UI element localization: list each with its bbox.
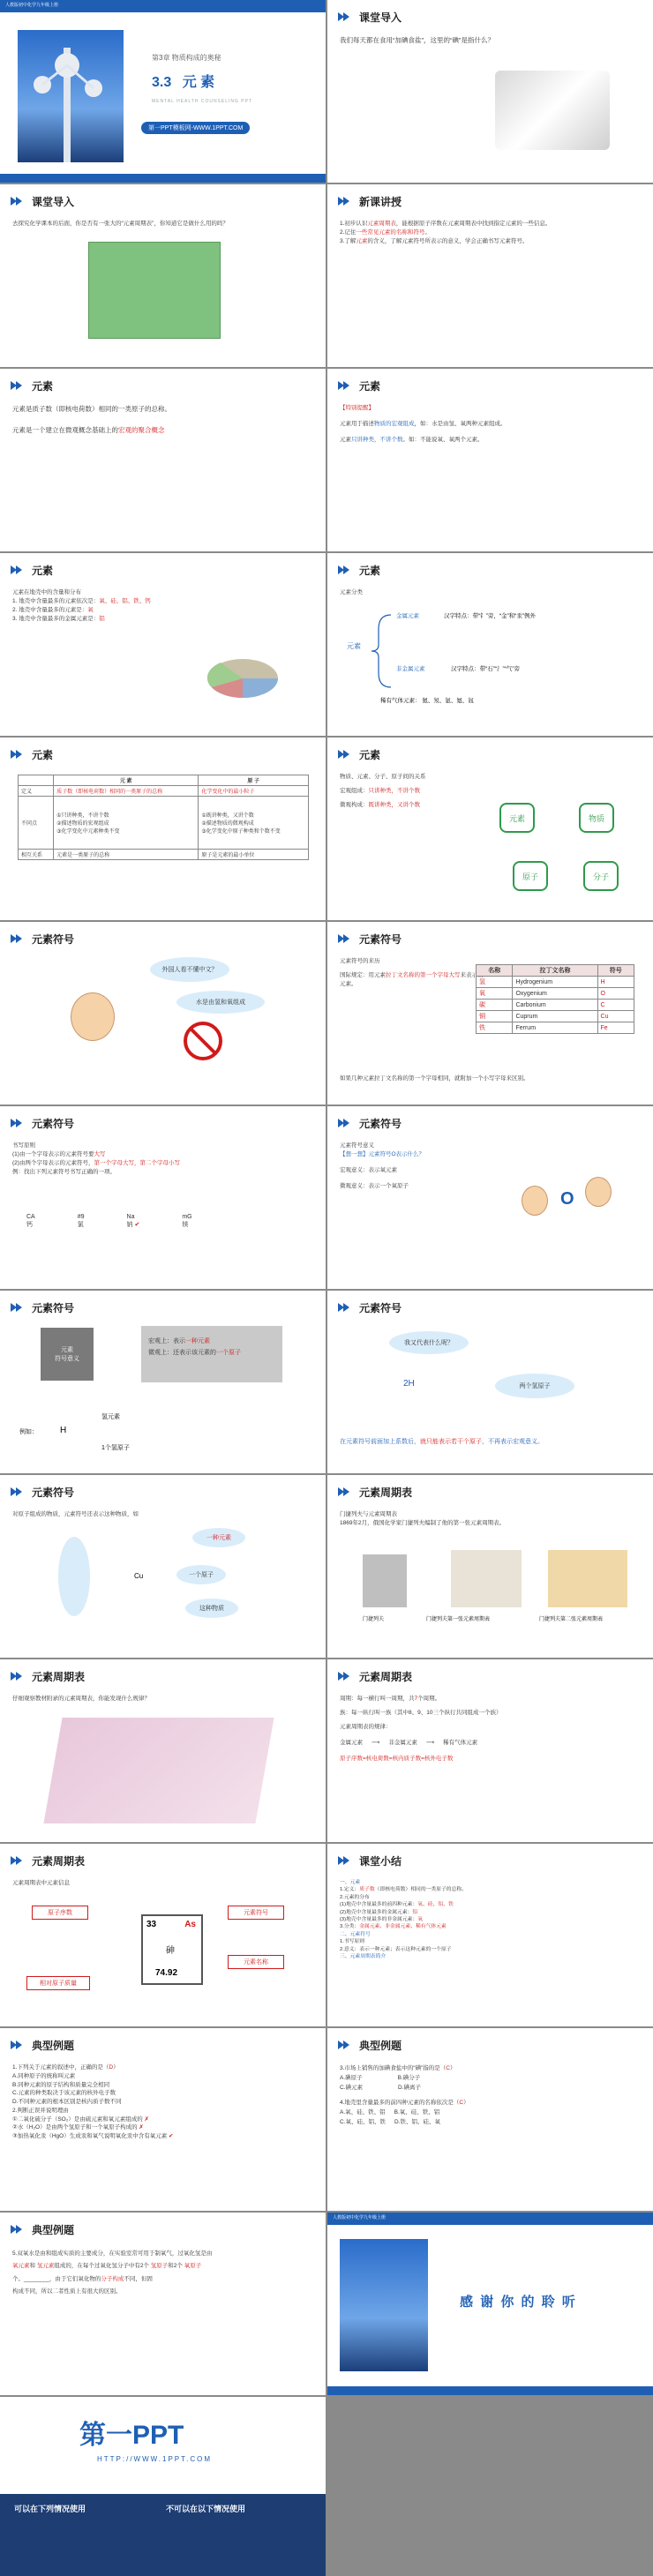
cloud-one-element: 一种元素 xyxy=(192,1528,245,1547)
slide-title: 元素符号 xyxy=(359,1117,402,1130)
slide-title: 元素周期表 xyxy=(32,1670,86,1683)
chevron-icon xyxy=(11,1485,26,1499)
brace-icon xyxy=(368,611,394,691)
chevron-icon xyxy=(338,1116,354,1130)
slide-element-def[interactable] xyxy=(0,369,326,551)
slide-title: 元素符号 xyxy=(32,1486,75,1499)
can-use-heading: 可以在下列情况使用 xyxy=(14,2505,86,2513)
symbol-meaning-text: 元素符号意义 【想一想】元素符号O表示什么？ 宏观意义：表示氧元素 微观意义：表示一个氧原子 xyxy=(340,1142,425,1190)
slide-title: 元素 xyxy=(32,748,54,761)
slide-symbol-meaning-diagram[interactable] xyxy=(0,1291,326,1473)
slide-header xyxy=(327,2035,402,2055)
slide-header xyxy=(327,1851,402,1870)
arrow-icon: ⟶ xyxy=(425,1740,435,1747)
cover-title-line xyxy=(152,71,214,91)
slide-symbol-intro[interactable] xyxy=(0,922,326,1105)
metal-note: 汉字特点：带“钅”旁，“金”和“汞”例外 xyxy=(444,613,536,619)
slide-header xyxy=(327,376,380,395)
slide-title: 元素周期表 xyxy=(359,1670,413,1683)
confused-person-image xyxy=(71,992,115,1041)
rule-flow: 金属元素 ⟶ 非金属元素 ⟶ 稀有气体元素 xyxy=(340,1739,644,1748)
chevron-icon xyxy=(11,563,26,577)
slide-text: 我们每天都在食用“加碘食盐”，这里的“碘”是指什么？ xyxy=(340,36,494,44)
slide-header xyxy=(327,191,402,211)
writing-rules-text: 书写原则 (1)由一个字母表示的元素符号要大写 (2)由两个字母表示的元素符号，第一个字母大写，第二个字母小写 例：找出下列元素符号书写正确的一项。 xyxy=(12,1142,180,1176)
slide-element-info[interactable] xyxy=(0,1844,326,2026)
chevron-icon xyxy=(11,1300,26,1314)
caption-2: 门捷列夫第一张元素周期表 xyxy=(426,1617,491,1622)
student-left-image xyxy=(522,1186,548,1216)
slide-title: 课堂导入 xyxy=(359,11,402,24)
slide-title: 元素 xyxy=(359,379,381,393)
node-element: 元素 xyxy=(499,803,535,833)
symbol-options xyxy=(26,1214,192,1229)
nonmetal-note: 汉字特点：带“石”“氵”“气”旁 xyxy=(451,666,520,672)
cross-icon: ✗ xyxy=(137,2124,144,2131)
compare-table: 元 素 原 子 定义 质子数（即核电荷数）相同的一类原子的总称 化学变化中的最小粒子 不同点 ①只讲种类，不讲个数 ②描述物质的宏观组成 ③化学变化中元素种类不变 ①既讲种类，又讲个数 ②描述物质的微观构成 ③化学变化中原子种类和个数不变 相互关系 元素是一类原子的总称 原子是元素的最小单位 xyxy=(18,775,309,860)
slide-atomic-substance[interactable] xyxy=(0,1475,326,1658)
label-atomic-number: 原子序数 xyxy=(32,1906,88,1920)
symbol-o: O xyxy=(560,1189,574,1209)
cover-badge[interactable] xyxy=(141,118,250,134)
pie-chart-image xyxy=(203,650,282,703)
slide-summary[interactable] xyxy=(327,1844,653,2026)
label-element-name: 元素名称 xyxy=(228,1955,284,1969)
example-3-text: 5.双氧水是由和组成实质的主要成分，在实验室常可用于制氧气，过氧化氢是由 氧元素和 氢元素组成的，在每个过氧化氢分子中有2个 氢原子和2个 氧原子 个。________，由于它们氧化物的分子构成不同，但固 构成不同，所以二者性质上有很大的区别。 xyxy=(12,2250,213,2295)
slide-title: 元素符号 xyxy=(32,1301,75,1314)
option-cl[interactable]: #9 氯 xyxy=(77,1214,85,1228)
example-meaning-1: 氢元素 xyxy=(101,1414,120,1420)
chevron-icon xyxy=(338,1669,354,1683)
cover-number: 3.3 xyxy=(152,75,172,90)
chevron-icon xyxy=(11,2038,26,2052)
objective-3: 3.了解元素的含义，了解元素符号所表示的意义，学会正确书写元素符号。 xyxy=(340,238,529,245)
meaning-box: 元素 符号意义 xyxy=(41,1328,94,1381)
caption-3: 门捷列夫第二张元素周期表 xyxy=(539,1617,604,1622)
example-1-text: 1.下列关于元素的叙述中，正确的是（D） A.同种原子的统称叫元素 B.同种元素的原子结构和质量完全相同 C.元素的种类取决于该元素的核外电子数 D.不同种元素的根本区别是核内质子数不同 2.判断正误并说明理由 ①二氧化硫分子（SO₂）是由硫元素和氧元素组成的 ✗ ②水（H₂O）是由两个氢原子和一个氧原子构成的 ✗ ③加热氧化汞（HgO）生成汞和氧气说明氧化汞中含有氧元素 ✔ xyxy=(12,2064,174,2139)
option-ca[interactable]: CA 钙 xyxy=(26,1214,35,1228)
slide-title: 元素 xyxy=(359,564,381,577)
student-right-image xyxy=(585,1177,612,1207)
arrow-icon: ⟶ xyxy=(372,1740,380,1747)
slide-element-distribution[interactable] xyxy=(0,553,326,736)
check-icon: ✔ xyxy=(167,2133,174,2139)
slide-header xyxy=(327,1113,402,1133)
chevron-icon xyxy=(11,2222,26,2236)
cloud-one-atom: 一个原子 xyxy=(176,1565,226,1584)
slide-element-vs-atom[interactable] xyxy=(0,738,326,920)
classification-head: 元素分类 xyxy=(340,589,363,595)
slide-title: 元素周期表 xyxy=(359,1486,413,1499)
chevron-icon xyxy=(11,194,26,208)
chevron-icon xyxy=(338,1485,354,1499)
option-na[interactable]: Na 钠 ✔ xyxy=(126,1214,140,1228)
slide-header xyxy=(327,929,402,948)
bubble-foreigner: 外国人看不懂中文？ xyxy=(150,957,229,982)
slide-symbol-writing[interactable] xyxy=(0,1106,326,1289)
cover-chapter: 第3章 物质构成的奥秘 xyxy=(152,54,221,62)
copper-cloud-left xyxy=(58,1537,90,1616)
slide-title: 元素符号 xyxy=(32,932,75,946)
node-atom: 原子 xyxy=(513,861,548,891)
slide-title: 典型例题 xyxy=(32,2039,75,2052)
nonmetal-label: 非金属元素 xyxy=(396,666,425,672)
slide-header xyxy=(327,745,380,764)
latin-names-table: 名称 拉丁文名称 符号 氢 Hydrogenium H 氧 Oxygenium O 碳 Carbonium C 铜 Cuprum Cu 铁 Ferrum Fe xyxy=(476,964,634,1034)
tower-icon xyxy=(18,30,124,162)
slide-title: 元素 xyxy=(359,748,381,761)
observe-text: 仔细观察教材附录的元素周期表，你能发现什么规律？ xyxy=(12,1696,150,1702)
empty-cell xyxy=(327,2397,653,2576)
cover-tower-image xyxy=(18,30,124,162)
summary-text: 一、元素 1.定义：质子数（即核电荷数）相同的一类原子的总称。 2.元素的分布 (1)地壳中含量最多的前四种元素：氧、硅、铝、铁 (2)地壳中含量最多的金属元素：铝 (3)地壳中含量最多的非金属元素：氧 3.分类：金属元素、非金属元素、稀有气体元素 二、元素符号 1.书写原则 2.意义：表示一种元素；表示这种元素的一个原子 三、元素周期表简介 xyxy=(340,1880,467,1959)
thanks-topline: 人教版初中化学九年级上册 xyxy=(333,2215,387,2220)
symbol-origin-text: 元素符号的来历 国际规定：用元素拉丁文名称的第一个字母大写来表示该元素。 xyxy=(340,958,484,988)
slide-symbol-origin[interactable] xyxy=(327,922,653,1105)
distribution-text: 元素在地壳中的含量和分布 1. 地壳中含量最多的元素依次是：氧、硅、铝、铁、钙 2. 地壳中含量最多的元素是：氧 3. 地壳中含量最多的金属元素是：铝 xyxy=(12,589,151,623)
template-info-panel xyxy=(0,2494,326,2576)
slide-thanks[interactable] xyxy=(327,2213,653,2395)
slide-title: 典型例题 xyxy=(32,2223,75,2236)
atomic-substance-text: 对原子组成的物质，元素符号还表示这种物质，如 xyxy=(12,1511,139,1517)
slide-text: 去探究化学课本的后面，你是否有一张大的“元素周期表”，你知道它是做什么用的吗？ xyxy=(12,221,229,227)
slide-header xyxy=(327,1298,402,1317)
slide-element-note[interactable] xyxy=(327,369,653,551)
slide-title: 典型例题 xyxy=(359,2039,402,2052)
chevron-icon xyxy=(11,932,26,946)
objective-1: 1.初步认识元素周期表，能根据原子序数在元素周期表中找到指定元素的一些信息。 xyxy=(340,221,552,227)
relations-text: 物质、元素、分子、原子间的关系 宏观组成：只讲种类，不讲个数 微观构成：既讲种类，又讲个数 xyxy=(340,774,426,809)
chevron-icon xyxy=(11,378,26,393)
element-def-text: 元素是质子数（即核电荷数）相同的一类原子的总称。 元素是一个建立在微观概念基础上的宏观的聚合概念 xyxy=(12,405,171,434)
cover-topline: 人教版初中化学九年级上册 xyxy=(5,3,59,8)
chevron-icon xyxy=(338,1853,354,1868)
meaning-detail-box: 宏观上：表示一种元素 微观上：还表示该元素的一个原子 xyxy=(141,1326,282,1382)
cover-bottom-bar xyxy=(0,174,326,183)
label-atomic-mass: 相对原子质量 xyxy=(26,1976,90,1990)
chevron-icon xyxy=(338,932,354,946)
slide-title: 元素符号 xyxy=(359,932,402,946)
slide-header xyxy=(0,2220,74,2239)
slide-header xyxy=(0,929,74,948)
chevron-icon xyxy=(338,10,354,24)
slide-example-1[interactable] xyxy=(0,2028,326,2211)
slide-title: 元素周期表 xyxy=(32,1854,86,1868)
bubble-water: 水是由氢和氧组成 xyxy=(176,991,265,1014)
tree-root: 元素 xyxy=(347,642,361,650)
slide-cover[interactable] xyxy=(0,0,326,183)
template-logo-area xyxy=(0,2397,326,2494)
mendeleev-text: 门捷列夫与元素周期表 1869年2月，俄国化学家门捷列夫编制了他的第一张元素周期表。 xyxy=(340,1511,506,1527)
cloud-this-substance: 这种物质 xyxy=(185,1599,238,1618)
slide-title: 元素符号 xyxy=(359,1301,402,1314)
bubble-answer: 两个氢原子 xyxy=(495,1374,574,1398)
slide-header xyxy=(0,376,53,395)
slide-header xyxy=(0,2035,74,2055)
objectives-text xyxy=(340,220,644,246)
slide-header xyxy=(0,1666,85,1686)
element-info-text: 元素周期表中元素信息 xyxy=(12,1880,70,1886)
periodic-table-3d-image xyxy=(43,1718,274,1823)
slide-header xyxy=(327,560,380,580)
chevron-icon xyxy=(11,747,26,761)
cover-title: 元 素 xyxy=(182,75,215,90)
slide-header xyxy=(0,1482,74,1501)
slide-title: 课堂小结 xyxy=(359,1854,402,1868)
cover-subtitle: MENTAL HEALTH COUNSELING PPT xyxy=(152,99,253,104)
slide-title: 元素 xyxy=(32,379,54,393)
element-note-text: 【特别提醒】 元素用于描述物质的宏观组成，如：水是由氢、氧两种元素组成。 元素只讲种类，不讲个数。如：不能说氧、氧两个元素。 xyxy=(340,405,507,444)
cover-badge-label: 第一PPT模板网-WWW.1PPT.COM xyxy=(141,122,250,134)
caption-1: 门捷列夫 xyxy=(363,1617,385,1622)
chevron-icon xyxy=(11,1116,26,1130)
chevron-icon xyxy=(338,563,354,577)
chevron-icon xyxy=(11,1853,26,1868)
slide-header xyxy=(0,1113,74,1133)
table-rules-text: 周期：每一横行叫一周期，共7个周期。 族：每一纵行叫一族（其中8、9、10三个纵行共同组成一个族） 元素周期表的规律： 金属元素 ⟶ 非金属元素 ⟶ 稀有气体元素 原子序数=核电荷数=核内质子数=核外电子数 xyxy=(340,1695,644,1764)
slide-symbol-meaning[interactable] xyxy=(327,1106,653,1289)
cross-icon: ✗ xyxy=(142,2115,150,2123)
chevron-icon xyxy=(11,1669,26,1683)
example-2-text: 3.市场上销售的加碘食盐中的“碘”指的是（C） A.碘原子 B.碘分子 C.碘元素 D.碘离子 4.地壳里含量最多的前四种元素的名称依次是（C） A.氧、硅、铁、铝 B.氧、硅、铁、铝 C.氧、硅、铝、铁 D.铁、铝、硅、氧 xyxy=(340,2065,469,2126)
slide-intro-salt[interactable] xyxy=(327,0,653,183)
slide-header xyxy=(0,745,53,764)
mendeleev-portrait xyxy=(363,1554,407,1607)
salt-image xyxy=(495,71,610,150)
example-label: 例如： xyxy=(19,1429,38,1435)
chevron-icon xyxy=(338,1300,354,1314)
symbol-origin-note: 如果几种元素拉丁文名称的第一个字母相同，就附加一个小写字母来区别。 xyxy=(340,1075,529,1082)
node-substance: 物质 xyxy=(579,803,614,833)
slide-relations[interactable] xyxy=(327,738,653,920)
cell-number: 33 xyxy=(146,1920,157,1929)
check-icon: ✔ xyxy=(132,1222,140,1228)
slide-intro-table[interactable] xyxy=(0,184,326,367)
slide-table-rules[interactable] xyxy=(327,1659,653,1842)
slide-header xyxy=(0,1298,74,1317)
second-table-image xyxy=(548,1550,627,1607)
example-symbol: H xyxy=(60,1426,67,1435)
element-cell xyxy=(141,1914,203,1985)
periodic-table-image xyxy=(88,242,221,339)
template-url[interactable]: HTTP://WWW.1PPT.COM xyxy=(97,2455,212,2463)
slide-title: 元素符号 xyxy=(32,1117,75,1130)
slide-mendeleev[interactable] xyxy=(327,1475,653,1658)
chevron-icon xyxy=(338,2038,354,2052)
slide-title: 新课讲授 xyxy=(359,195,402,208)
thanks-text: 感 谢 你 的 聆 听 xyxy=(460,2295,577,2310)
thanks-tower-image xyxy=(340,2239,428,2371)
slide-example-3[interactable] xyxy=(0,2213,326,2395)
slide-template-info[interactable] xyxy=(0,2397,326,2576)
cell-name: 砷 xyxy=(166,1946,175,1956)
first-table-image xyxy=(451,1550,522,1607)
copper-symbol: Cu xyxy=(134,1572,144,1580)
template-logo: 第一PPT xyxy=(79,2421,184,2450)
cannot-use-heading: 不可以在以下情况使用 xyxy=(166,2505,246,2513)
node-molecule: 分子 xyxy=(583,861,619,891)
slide-title: 课堂导入 xyxy=(32,195,75,208)
thanks-bottom-bar xyxy=(327,2386,653,2395)
slide-element-classification[interactable] xyxy=(327,553,653,736)
bubble-question: 我又代表什么呢？ xyxy=(389,1331,469,1354)
rare-gas-text: 稀有气体元素： 氦、氖、氩、氪、氙 xyxy=(380,698,474,704)
slide-header xyxy=(0,560,53,580)
slide-header xyxy=(327,7,402,26)
example-meaning-2: 1个氢原子 xyxy=(101,1445,130,1451)
slide-table-observe[interactable] xyxy=(0,1659,326,1842)
slide-header xyxy=(327,1482,412,1501)
cell-symbol: As xyxy=(184,1920,196,1929)
symbol-2h: 2H xyxy=(403,1379,415,1389)
slide-coefficient[interactable] xyxy=(327,1291,653,1473)
chevron-icon xyxy=(338,747,354,761)
slide-header xyxy=(0,191,74,211)
slide-objectives[interactable] xyxy=(327,184,653,367)
label-element-symbol: 元素符号 xyxy=(228,1906,284,1920)
slide-example-2[interactable] xyxy=(327,2028,653,2211)
slide-header xyxy=(0,1851,85,1870)
no-sign-icon xyxy=(176,1019,229,1063)
chevron-icon xyxy=(338,378,354,393)
chevron-icon xyxy=(338,194,354,208)
cell-mass: 74.92 xyxy=(155,1968,178,1978)
slide-header xyxy=(327,1666,412,1686)
option-mg[interactable]: mG 镁 xyxy=(182,1214,192,1228)
coefficient-text: 在元素符号前面加上系数后，就只能表示若干个原子，不再表示宏观意义。 xyxy=(340,1439,544,1445)
metal-label: 金属元素 xyxy=(396,613,419,619)
objective-2: 2.记住一些常见元素的名称和符号。 xyxy=(340,229,431,236)
slide-title: 元素 xyxy=(32,564,54,577)
